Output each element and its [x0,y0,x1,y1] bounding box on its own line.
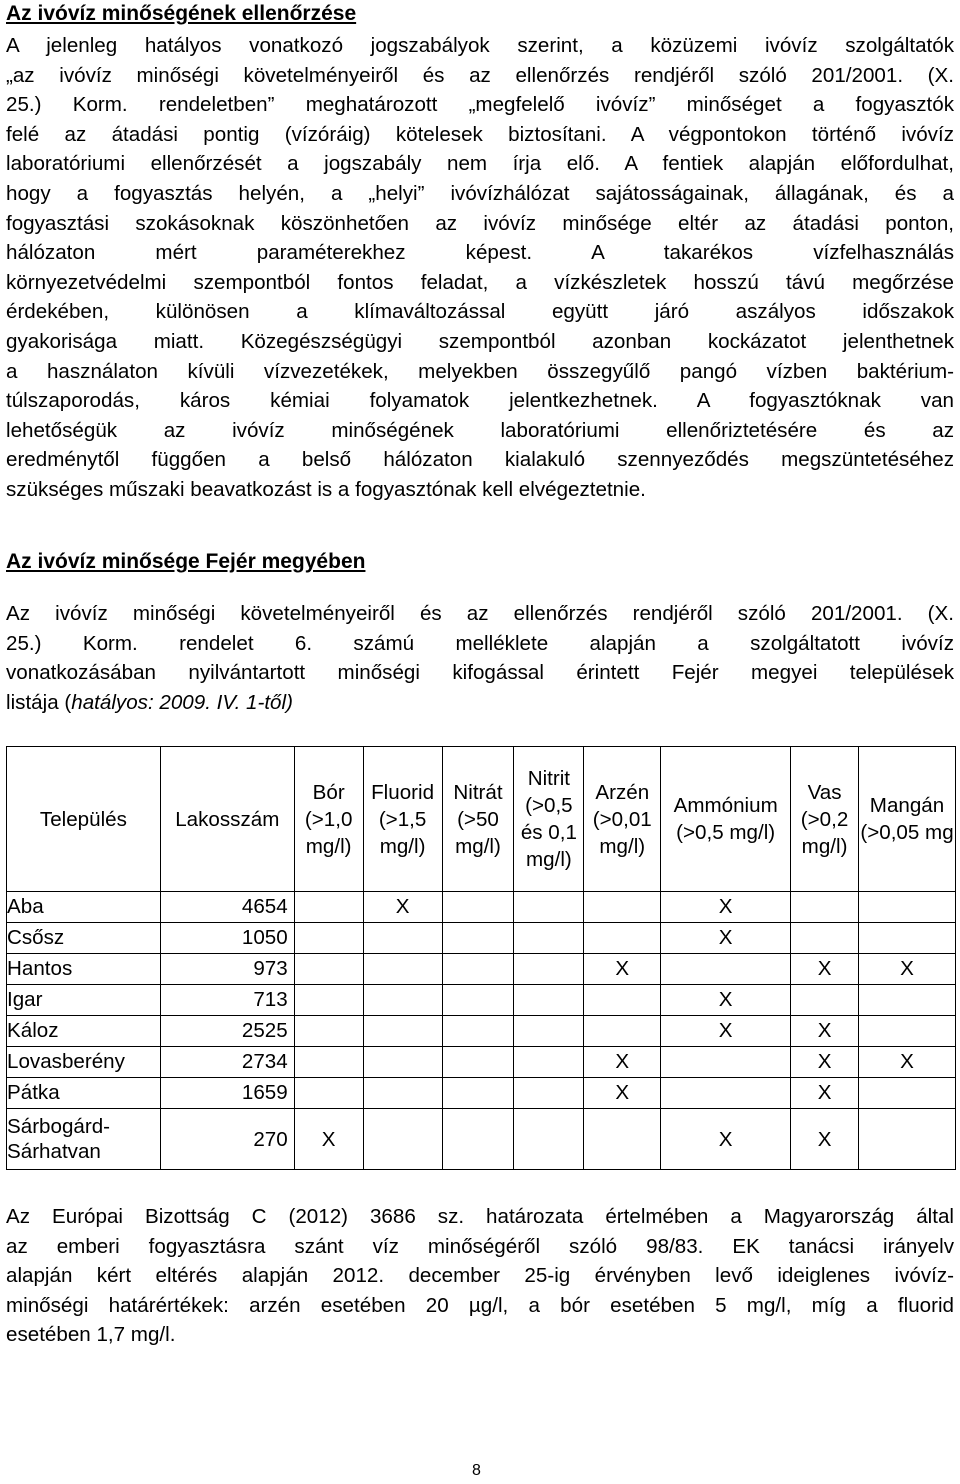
table-row [7,923,956,954]
settlement-cell: Aba [7,892,161,923]
exceedance-cell: X [584,954,661,985]
settlement-cell: Lovasberény [7,1047,161,1078]
text-line: minőségi határértékek: arzén esetében 20 µg/l, a bór esetében 5 mg/l, míg a fluorid [6,1293,954,1317]
water-quality-table [6,746,956,1170]
exceedance-cell [363,1078,442,1109]
header-cell: Arzén (>0,01 mg/l) [584,747,661,892]
exceedance-cell [294,954,363,985]
text-line: fogyasztási szokásoknak köszönhetően az ivóvíz minősége eltér az átadási ponton, [6,211,954,235]
exceedance-cell: X [294,1109,363,1170]
exceedance-cell [294,1016,363,1047]
header-cell: Település [7,747,161,892]
exceedance-cell: X [791,1078,859,1109]
exceedance-cell [363,1016,442,1047]
header-cell: Vas (>0,2 mg/l) [791,747,859,892]
settlement-cell: Káloz [7,1016,161,1047]
exceedance-cell [584,985,661,1016]
table-row [7,1078,956,1109]
exceedance-cell [584,1109,661,1170]
page-number: 8 [472,1462,481,1479]
exceedance-cell: X [791,1016,859,1047]
section-paragraph [6,599,954,717]
exceedance-cell [584,892,661,923]
text-line-prefix: listája ( [6,690,72,714]
exceedance-cell [514,1047,584,1078]
exceedance-cell [584,1016,661,1047]
exceedance-cell [859,923,956,954]
header-cell: Ammónium (>0,5 mg/l) [661,747,791,892]
exceedance-cell [363,985,442,1016]
text-line: vonatkozásában nyilvántartott minőségi kifogással érintett Fejér megyei települések [6,661,954,685]
exceedance-cell [363,1109,442,1170]
exceedance-cell [661,1047,791,1078]
exceedance-cell [442,954,514,985]
exceedance-cell [584,923,661,954]
exceedance-cell [859,1109,956,1170]
population-cell: 270 [160,1109,294,1170]
exceedance-cell [514,954,584,985]
settlement-cell: Pátka [7,1078,161,1109]
exceedance-cell: X [661,923,791,954]
exceedance-cell [294,985,363,1016]
text-line [6,688,954,718]
table-row [7,892,956,923]
text-line: 25.) Korm. rendeletben” meghatározott „megfelelő ivóvíz” minőséget a fogyasztók [6,93,954,117]
table-row [7,985,956,1016]
exceedance-cell [514,923,584,954]
exceedance-cell: X [661,892,791,923]
exceedance-cell: X [584,1047,661,1078]
exceedance-cell [661,1078,791,1109]
table-header-row [7,747,956,892]
exceedance-cell [294,923,363,954]
exceedance-cell: X [661,1016,791,1047]
text-line: környezetvédelmi szempontból fontos feladat, a vízkészletek hosszú távú megőrzése [6,270,954,294]
text-line: gyakorisága miatt. Közegészségügyi szempontból azonban kockázatot jelenthetnek [6,329,954,353]
section-heading: Az ivóvíz minősége Fejér megyében [6,550,366,573]
exceedance-cell [514,1078,584,1109]
exceedance-cell [859,985,956,1016]
text-line: felé az átadási pontig (vízóráig) kötelesek biztosítani. A végpontokon történő ivóvíz [6,122,954,146]
text-line: eredménytől függően a belső hálózaton kialakuló szennyeződés megszüntetéséhez [6,448,954,472]
exceedance-cell [514,1109,584,1170]
exceedance-cell [294,892,363,923]
page-title: Az ivóvíz minőségének ellenőrzése [6,2,357,25]
text-line: szükséges műszaki beavatkozást is a fogyasztónak kell elvégeztetnie. [6,477,646,501]
validity-note: hatályos: 2009. IV. 1-től) [71,690,293,714]
text-line: A jelenleg hatályos vonatkozó jogszabályok szerint, a közüzemi ivóvíz szolgáltatók [6,34,954,57]
intro-paragraph [6,31,954,505]
exceedance-cell: X [791,1047,859,1078]
text-line: 25.) Korm. rendelet 6. számú melléklete alapján a szolgáltatott ivóvíz [6,631,954,655]
population-cell: 4654 [160,892,294,923]
exceedance-cell [294,1078,363,1109]
settlement-cell: Csősz [7,923,161,954]
population-cell: 2525 [160,1016,294,1047]
exceedance-cell [442,923,514,954]
exceedance-cell: X [584,1078,661,1109]
population-cell: 1659 [160,1078,294,1109]
exceedance-cell [442,892,514,923]
exceedance-cell [442,1016,514,1047]
text-line: az emberi fogyasztásra szánt víz minőségéről szóló 98/83. EK tanácsi irányelv [6,1234,954,1258]
exceedance-cell [514,1016,584,1047]
exceedance-cell [294,1047,363,1078]
exceedance-cell [442,985,514,1016]
header-cell: Bór (>1,0 mg/l) [294,747,363,892]
header-cell: Nitrát (>50 mg/l) [442,747,514,892]
text-line: érdekében, különösen a klímaváltozással együtt járó aszályos időszakok [6,300,954,324]
exceedance-cell [859,892,956,923]
text-line: a használaton kívüli vízvezetékek, melyekben összegyűlő pangó vízben baktérium- [6,359,954,383]
text-line: hogy a fogyasztás helyén, a „helyi” ivóvízhálózat sajátosságainak, állagának, és a [6,181,954,205]
exceedance-cell [363,1047,442,1078]
header-cell: Nitrit (>0,5 és 0,1 mg/l) [514,747,584,892]
exceedance-cell: X [661,1109,791,1170]
table-row [7,1016,956,1047]
header-cell: Lakosszám [160,747,294,892]
header-cell: Fluorid (>1,5 mg/l) [363,747,442,892]
text-line: „az ivóvíz minőségi követelményeiről és az ellenőrzés rendjéről szóló 201/2001. (X. [6,63,954,87]
table-row [7,954,956,985]
exceedance-cell [791,923,859,954]
population-cell: 2734 [160,1047,294,1078]
text-line: laboratóriumi ellenőrzését a jogszabály nem írja elő. A fentiek alapján előfordulhat, [6,152,954,176]
population-cell: 973 [160,954,294,985]
exceedance-cell [859,1016,956,1047]
exceedance-cell [661,954,791,985]
text-line: Az Európai Bizottság C (2012) 3686 sz. határozata értelmében a Magyarország által [6,1205,954,1228]
exceedance-cell [442,1109,514,1170]
exceedance-cell [791,985,859,1016]
exceedance-cell [442,1078,514,1109]
text-line: hálózaton mért paraméterekhez képest. A takarékos vízfelhasználás [6,241,954,265]
exceedance-cell [859,1078,956,1109]
text-line: Az ivóvíz minőségi követelményeiről és az ellenőrzés rendjéről szóló 201/2001. (X. [6,602,954,625]
derogation-paragraph [6,1202,954,1350]
exceedance-cell [791,892,859,923]
exceedance-cell: X [661,985,791,1016]
exceedance-cell [514,892,584,923]
table-row [7,1047,956,1078]
exceedance-cell [442,1047,514,1078]
exceedance-cell [514,985,584,1016]
population-cell: 713 [160,985,294,1016]
settlement-cell: Sárbogárd- Sárhatvan [7,1109,161,1170]
table-row [7,1109,956,1170]
text-line: esetében 1,7 mg/l. [6,1323,176,1347]
header-cell: Mangán (>0,05 mg [859,747,956,892]
text-line: túlszaporodás, káros kémiai folyamatok jelentkezhetnek. A fogyasztóknak van [6,389,954,413]
exceedance-cell: X [859,954,956,985]
exceedance-cell [363,923,442,954]
text-line: lehetőségük az ivóvíz minőségének laboratóriumi ellenőriztetésére és az [6,418,954,442]
exceedance-cell: X [859,1047,956,1078]
text-line: alapján kért eltérés alapján 2012. december 25-ig érvényben levő ideiglenes ivóvíz- [6,1264,954,1288]
exceedance-cell [363,954,442,985]
settlement-cell: Hantos [7,954,161,985]
exceedance-cell: X [363,892,442,923]
settlement-cell: Igar [7,985,161,1016]
exceedance-cell: X [791,1109,859,1170]
population-cell: 1050 [160,923,294,954]
exceedance-cell: X [791,954,859,985]
